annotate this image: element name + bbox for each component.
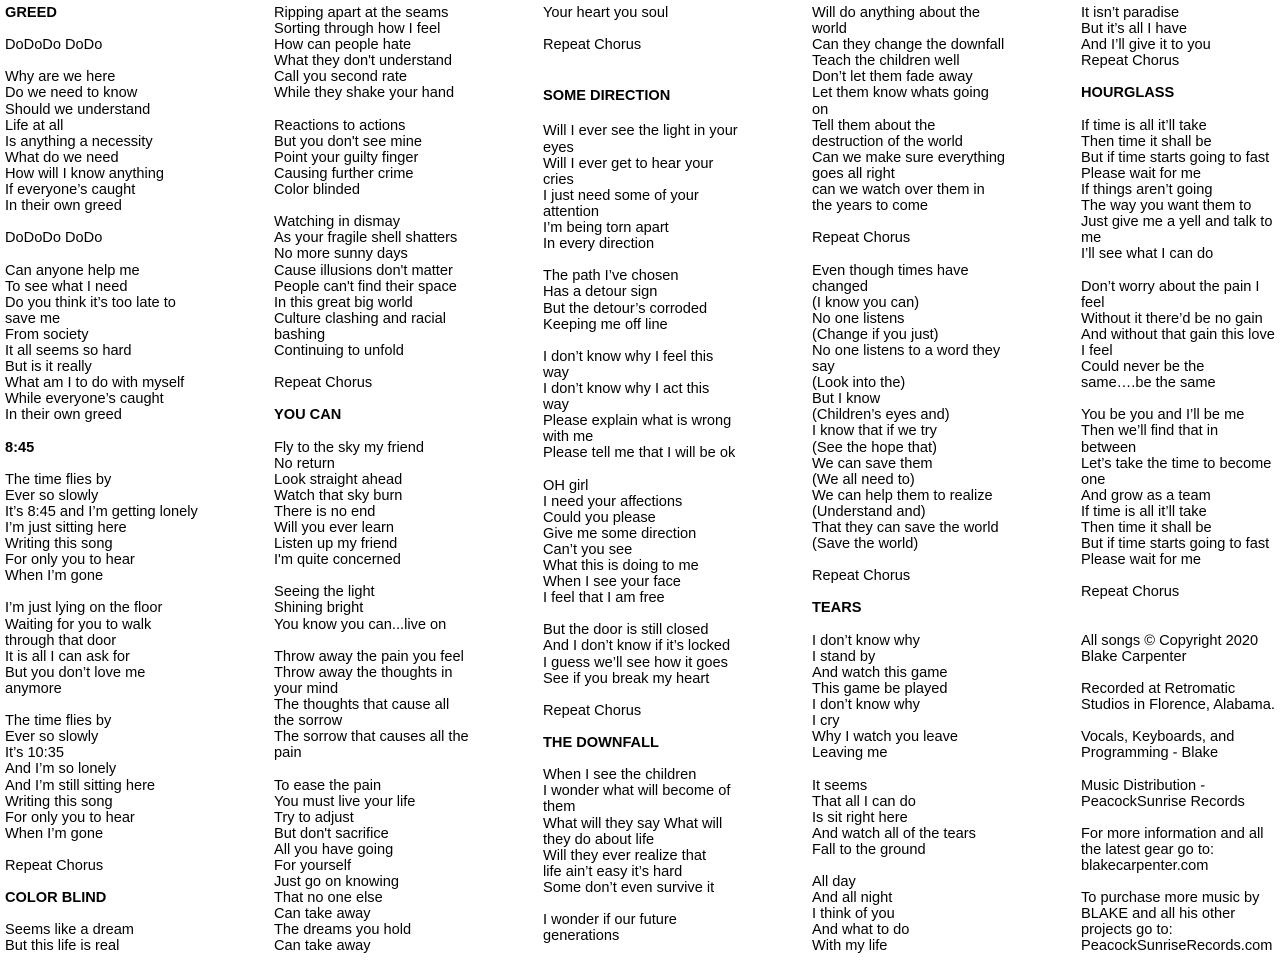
lyric-line: say: [812, 359, 835, 376]
lyric-line: But this life is real: [5, 938, 120, 955]
blank-line: [274, 633, 469, 649]
lyric-line: And I don’t know if it’s locked: [543, 638, 731, 655]
lyric-line: For yourself: [274, 857, 352, 874]
lyric-line: Can take away: [274, 906, 371, 923]
lyric-line: Listen up my friend: [274, 536, 398, 553]
lyric-line: When I see your face: [543, 574, 681, 591]
lyric-line: The sorrow that causes all the: [274, 729, 469, 746]
lyric-line: I’m just lying on the floor: [5, 600, 163, 617]
lyric-line: (Save the world): [812, 536, 919, 553]
lyric-line: Repeat Chorus: [543, 37, 642, 54]
lyric-line: You be you and I’ll be me: [1081, 407, 1245, 424]
blank-line: [274, 102, 469, 118]
lyric-line: Writing this song: [5, 536, 113, 553]
lyric-line: Continuing to unfold: [274, 342, 404, 359]
lyric-line: Blake Carpenter: [1081, 648, 1187, 665]
lyric-line: Leaving me: [812, 745, 888, 762]
song-title: THE DOWNFALL: [543, 735, 659, 752]
lyric-line: When I see the children: [543, 767, 697, 784]
blank-line: [543, 252, 738, 268]
lyric-line: But the detour’s corroded: [543, 300, 708, 317]
lyric-line: Can’t you see: [543, 541, 633, 558]
lyric-line: same….be the same: [1081, 375, 1216, 392]
lyric-line: I'm quite concerned: [274, 552, 401, 569]
lyric-line: The thoughts that cause all: [274, 697, 450, 714]
lyric-line: (See the hope that): [812, 439, 937, 456]
lyric-line: No return: [274, 455, 335, 472]
lyric-line: can we watch over them in: [812, 182, 985, 199]
lyric-line: In their own greed: [5, 198, 122, 215]
lyric-line: (Children’s eyes and): [812, 407, 950, 424]
lyric-line: Can they change the downfall: [812, 37, 1005, 54]
lyric-line: No one listens: [812, 310, 905, 327]
blank-line: [1081, 810, 1275, 826]
blank-line: [1081, 102, 1275, 118]
lyric-line: Could never be the: [1081, 359, 1205, 376]
lyric-line: the latest gear go to:: [1081, 841, 1215, 858]
lyric-line: (Look into the): [812, 375, 906, 392]
lyric-line: I guess we’ll see how it goes: [543, 654, 728, 671]
blank-line: [274, 761, 469, 777]
lyric-line: Will I ever see the light in your: [543, 123, 738, 140]
lyric-line: Please tell me that I will be ok: [543, 445, 736, 462]
lyric-line: You know you can...live on: [274, 616, 447, 633]
lyric-line: No one listens to a word they: [812, 342, 1001, 359]
lyric-line: But I know: [812, 391, 881, 408]
lyric-line: While they shake your hand: [274, 85, 455, 102]
lyric-line: between: [1081, 439, 1137, 456]
blank-line: [274, 391, 469, 407]
lyric-line: If everyone’s caught: [5, 182, 136, 199]
lyric-line: Some don’t even survive it: [543, 879, 715, 896]
blank-line: [5, 423, 198, 439]
lyric-line: In their own greed: [5, 407, 122, 424]
lyric-line: To purchase more music by: [1081, 890, 1260, 907]
lyric-line: pain: [274, 745, 302, 762]
blank-line: [543, 333, 738, 349]
lyric-line: We can save them: [812, 455, 933, 472]
lyric-line: But you don't see mine: [274, 133, 423, 150]
lyric-line: anymore: [5, 680, 62, 697]
song-title: COLOR BLIND: [5, 890, 107, 907]
lyric-line: Then time it shall be: [1081, 133, 1212, 150]
blank-line: [543, 104, 738, 123]
lyric-line: projects go to:: [1081, 922, 1173, 939]
blank-line: [1081, 665, 1275, 681]
blank-line: [5, 214, 198, 230]
lyric-line: attention: [543, 203, 599, 220]
lyric-line: Give me some direction: [543, 525, 697, 542]
lyric-line: If things aren’t going: [1081, 182, 1213, 199]
lyrics-column-5: [1081, 5, 1275, 955]
lyric-line: way: [543, 364, 569, 381]
lyric-line: DoDoDo DoDo: [5, 230, 103, 247]
blank-line: [1081, 568, 1275, 584]
lyric-line: Then we’ll find that in: [1081, 423, 1219, 440]
lyric-line: Ever so slowly: [5, 487, 99, 504]
lyric-line: When I’m gone: [5, 825, 104, 842]
lyric-line: Your heart you soul: [543, 5, 669, 21]
lyric-line: life ain’t easy it’s hard: [543, 863, 683, 880]
lyric-line: And I’m still sitting here: [5, 777, 156, 794]
lyric-line: That all I can do: [812, 793, 916, 810]
lyric-line: them: [543, 799, 576, 816]
song-title: TEARS: [812, 600, 862, 617]
lyric-line: Programming - Blake: [1081, 745, 1219, 762]
lyric-line: And all night: [812, 890, 893, 907]
blank-line: [1081, 600, 1275, 616]
lyric-line: Repeat Chorus: [812, 568, 911, 585]
blank-line: [1081, 617, 1275, 633]
blank-line: [274, 359, 469, 375]
blank-line: [812, 617, 1005, 633]
song-title: GREED: [5, 5, 57, 21]
lyric-line: Ever so slowly: [5, 729, 99, 746]
lyric-line: through that door: [5, 632, 117, 649]
lyric-line: on: [812, 101, 829, 118]
lyric-line: I don’t know why: [812, 632, 920, 649]
lyric-line: (We all need to): [812, 471, 915, 488]
lyric-line: I need your affections: [543, 493, 683, 510]
lyric-line: Please wait for me: [1081, 165, 1202, 182]
lyric-line: All songs © Copyright 2020: [1081, 632, 1259, 649]
lyric-line: All you have going: [274, 841, 394, 858]
lyric-line: But it’s all I have: [1081, 21, 1187, 38]
lyric-line: Please wait for me: [1081, 552, 1202, 569]
lyric-line: Just go on knowing: [274, 874, 399, 891]
lyric-line: (Understand and): [812, 503, 926, 520]
lyric-line: But you don’t love me: [5, 664, 146, 681]
lyric-line: save me: [5, 310, 61, 327]
lyric-line: It’s 8:45 and I’m getting lonely: [5, 503, 198, 520]
lyric-line: What they don't understand: [274, 53, 453, 70]
lyric-line: BLAKE and all his other: [1081, 906, 1236, 923]
lyric-line: they do about life: [543, 831, 655, 848]
lyric-line: Let’s take the time to become: [1081, 455, 1272, 472]
lyric-line: Can anyone help me: [5, 262, 140, 279]
lyric-line: Throw away the pain you feel: [274, 648, 464, 665]
lyric-line: That they can save the world: [812, 520, 999, 536]
lyric-line: For more information and all: [1081, 825, 1264, 842]
lyric-line: generations: [543, 928, 620, 945]
lyric-line: Will I ever get to hear your: [543, 155, 714, 172]
lyric-line: I wonder what will become of: [543, 783, 731, 800]
lyric-line: And watch all of the tears: [812, 825, 976, 842]
lyric-line: Should we understand: [5, 101, 151, 118]
lyric-line: Vocals, Keyboards, and: [1081, 729, 1235, 746]
blank-line: [5, 874, 198, 890]
lyric-line: I don’t know why I act this: [543, 380, 710, 397]
blank-line: [5, 697, 198, 713]
lyric-line: In this great big world: [274, 294, 413, 311]
lyric-line: But the door is still closed: [543, 622, 709, 639]
lyric-line: The dreams you hold: [274, 922, 412, 939]
lyric-line: Seeing the light: [274, 584, 375, 601]
lyric-line: You must live your life: [274, 793, 416, 810]
lyric-line: This game be played: [812, 680, 948, 697]
lyric-line: Call you second rate: [274, 69, 408, 86]
lyric-line: destruction of the world: [812, 133, 963, 150]
lyric-line: me: [1081, 230, 1102, 247]
lyric-line: Then time it shall be: [1081, 520, 1212, 536]
lyric-line: What this is doing to me: [543, 558, 699, 574]
lyric-line: When I’m gone: [5, 568, 104, 585]
lyric-line: If time is all it’ll take: [1081, 503, 1207, 520]
lyric-line: Don’t let them fade away: [812, 69, 973, 86]
lyric-line: Could you please: [543, 509, 656, 526]
blank-line: [543, 751, 738, 767]
lyric-line: Has a detour sign: [543, 284, 658, 301]
lyric-line: Let them know whats going: [812, 85, 989, 102]
blank-line: [812, 214, 1005, 230]
lyric-line: See if you break my heart: [543, 670, 710, 687]
lyric-line: I wonder if our future: [543, 912, 677, 929]
lyric-line: There is no end: [274, 503, 376, 520]
lyric-line: changed: [812, 278, 868, 295]
blank-line: [274, 198, 469, 214]
lyric-line: I stand by: [812, 648, 876, 665]
lyric-line: It is all I can ask for: [5, 648, 130, 665]
lyric-line: For only you to hear: [5, 552, 135, 569]
lyric-line: But if time starts going to fast: [1081, 536, 1270, 553]
lyric-line: Repeat Chorus: [1081, 53, 1180, 70]
blank-line: [274, 423, 469, 439]
lyric-line: Watch that sky burn: [274, 487, 403, 504]
lyric-line: It all seems so hard: [5, 342, 132, 359]
lyric-line: In every direction: [543, 236, 655, 253]
lyric-line: Without it there’d be no gain: [1081, 310, 1263, 327]
lyric-line: feel: [1081, 294, 1105, 311]
lyric-line: I cry: [812, 713, 840, 730]
blank-line: [543, 21, 738, 37]
blank-line: [5, 584, 198, 600]
lyric-line: one: [1081, 471, 1106, 488]
lyric-line: Studios in Florence, Alabama.: [1081, 697, 1275, 714]
lyric-line: It seems: [812, 777, 868, 794]
lyric-line: bashing: [274, 326, 326, 343]
lyric-line: Why I watch you leave: [812, 729, 959, 746]
lyric-line: I know that if we try: [812, 423, 937, 440]
lyric-line: Look straight ahead: [274, 471, 403, 488]
lyric-line: Teach the children well: [812, 53, 960, 70]
blank-line: [812, 761, 1005, 777]
song-title: HOURGLASS: [1081, 85, 1175, 102]
lyric-line: Throw away the thoughts in: [274, 664, 453, 681]
lyric-line: Keeping me off line: [543, 316, 668, 333]
blank-line: [543, 69, 738, 88]
lyric-line: Can take away: [274, 938, 371, 955]
lyric-line: the years to come: [812, 198, 928, 215]
lyric-line: I feel: [1081, 342, 1113, 359]
blank-line: [274, 568, 469, 584]
lyric-line: Repeat Chorus: [5, 857, 104, 874]
lyric-line: And grow as a team: [1081, 487, 1211, 504]
lyric-line: I don’t know why: [812, 697, 920, 714]
lyric-line: (I know you can): [812, 294, 920, 311]
lyric-line: Cause illusions don't matter: [274, 262, 453, 279]
lyric-line: Even though times have: [812, 262, 969, 279]
blank-line: [5, 906, 198, 922]
lyric-line: We can help them to realize: [812, 487, 993, 504]
lyric-line: Fly to the sky my friend: [274, 439, 425, 456]
lyric-line: Will they ever realize that: [543, 847, 707, 864]
lyric-line: But don't sacrifice: [274, 825, 389, 842]
lyric-line: It isn’t paradise: [1081, 5, 1180, 21]
blank-line: [812, 858, 1005, 874]
lyric-line: No more sunny days: [274, 246, 408, 263]
lyric-line: goes all right: [812, 165, 895, 182]
lyric-line: the sorrow: [274, 713, 343, 730]
blank-line: [812, 584, 1005, 600]
lyric-line: Repeat Chorus: [274, 375, 373, 392]
blank-line: [1081, 263, 1275, 279]
lyric-line: And without that gain this love: [1081, 326, 1275, 343]
lyric-line: I think of you: [812, 906, 895, 923]
blank-line: [543, 53, 738, 69]
blank-line: [543, 719, 738, 735]
lyric-line: Do you think it’s too late to: [5, 294, 176, 311]
lyric-line: PeacockSunrise Records: [1081, 793, 1245, 810]
lyric-line: Sorting through how I feel: [274, 21, 441, 38]
lyric-line: As your fragile shell shatters: [274, 230, 458, 247]
lyric-line: Don’t worry about the pain I: [1081, 278, 1260, 295]
lyric-line: Waiting for you to walk: [5, 616, 152, 633]
lyric-line: Life at all: [5, 117, 64, 134]
lyric-line: For only you to hear: [5, 809, 135, 826]
lyric-line: What do we need: [5, 149, 119, 166]
lyric-line: Writing this song: [5, 793, 113, 810]
lyric-line: Can we make sure everything: [812, 149, 1006, 166]
blank-line: [543, 606, 738, 622]
lyric-line: I feel that I am free: [543, 590, 665, 607]
lyric-line: Culture clashing and racial: [274, 310, 446, 327]
blank-line: [543, 687, 738, 703]
blank-line: [1081, 761, 1275, 777]
lyric-line: Reactions to actions: [274, 117, 406, 134]
blank-line: [5, 456, 198, 472]
lyric-line: People can't find their space: [274, 278, 457, 295]
lyric-line: With my life: [812, 938, 888, 955]
lyric-line: PeacockSunriseRecords.com: [1081, 938, 1273, 955]
song-title: 8:45: [5, 439, 35, 456]
lyric-line: Will you ever learn: [274, 520, 395, 536]
lyric-line: (Change if you just): [812, 326, 939, 343]
song-title: YOU CAN: [274, 407, 342, 424]
blank-line: [812, 552, 1005, 568]
lyric-line: I’m being torn apart: [543, 220, 669, 237]
lyric-line: blakecarpenter.com: [1081, 857, 1209, 874]
blank-line: [1081, 391, 1275, 407]
lyric-line: Repeat Chorus: [1081, 584, 1180, 601]
lyric-line: Tell them about the: [812, 117, 936, 134]
lyric-line: your mind: [274, 680, 339, 697]
lyric-line: Please explain what is wrong: [543, 413, 732, 430]
blank-line: [5, 842, 198, 858]
lyric-line: Recorded at Retromatic: [1081, 680, 1236, 697]
lyrics-column-2: [274, 5, 469, 955]
lyric-line: OH girl: [543, 477, 589, 494]
lyric-line: I’ll see what I can do: [1081, 246, 1214, 263]
lyric-line: world: [812, 21, 847, 38]
lyric-line: Repeat Chorus: [812, 230, 911, 247]
lyric-line: From society: [5, 326, 89, 343]
lyric-line: And I’ll give it to you: [1081, 37, 1211, 54]
lyric-line: But is it really: [5, 359, 92, 376]
lyric-line: All day: [812, 874, 856, 891]
lyric-line: What am I to do with myself: [5, 375, 185, 392]
lyric-line: The way you want them to: [1081, 198, 1252, 215]
lyric-line: It’s 10:35: [5, 745, 64, 762]
lyric-line: Do we need to know: [5, 85, 138, 102]
lyric-line: way: [543, 397, 569, 414]
lyric-line: Music Distribution -: [1081, 777, 1206, 794]
lyric-line: What will they say What will: [543, 815, 723, 832]
lyric-line: Just give me a yell and talk to: [1081, 214, 1273, 231]
lyric-line: And I’m so lonely: [5, 761, 117, 778]
lyric-line: Ripping apart at the seams: [274, 5, 449, 21]
lyric-line: I don’t know why I feel this: [543, 348, 714, 365]
lyric-line: DoDoDo DoDo: [5, 37, 103, 54]
lyric-line: Try to adjust: [274, 809, 354, 826]
lyrics-column-4: [812, 5, 1005, 955]
lyric-line: The time flies by: [5, 713, 112, 730]
lyric-line: I just need some of your: [543, 187, 699, 204]
lyrics-column-1: [5, 5, 198, 955]
blank-line: [5, 246, 198, 262]
lyric-line: with me: [543, 429, 594, 446]
lyric-line: To ease the pain: [274, 777, 382, 794]
lyric-line: Is anything a necessity: [5, 133, 153, 150]
blank-line: [5, 53, 198, 69]
lyric-line: If time is all it’ll take: [1081, 117, 1207, 134]
lyric-line: Shining bright: [274, 600, 364, 617]
lyric-line: Repeat Chorus: [543, 702, 642, 719]
lyric-line: eyes: [543, 139, 574, 156]
lyric-line: Fall to the ground: [812, 841, 926, 858]
lyric-line: Point your guilty finger: [274, 149, 419, 166]
blank-line: [543, 461, 738, 477]
blank-line: [543, 896, 738, 912]
lyric-line: While everyone’s caught: [5, 391, 164, 408]
blank-line: [1081, 874, 1275, 890]
lyric-line: Why are we here: [5, 69, 116, 86]
blank-line: [1081, 69, 1275, 85]
lyric-line: Color blinded: [274, 182, 360, 199]
lyric-line: Watching in dismay: [274, 214, 400, 231]
lyrics-column-3: [543, 5, 738, 944]
lyric-line: And what to do: [812, 922, 910, 939]
lyric-line: The time flies by: [5, 471, 112, 488]
blank-line: [812, 246, 1005, 262]
lyric-line: Will do anything about the: [812, 5, 980, 21]
lyric-line: Causing further crime: [274, 165, 414, 182]
lyric-line: To see what I need: [5, 278, 128, 295]
lyric-line: How can people hate: [274, 37, 412, 54]
lyric-line: cries: [543, 171, 574, 188]
lyric-line: Seems like a dream: [5, 922, 134, 939]
lyric-line: Is sit right here: [812, 809, 908, 826]
lyric-line: But if time starts going to fast: [1081, 149, 1270, 166]
lyric-line: I’m just sitting here: [5, 520, 127, 536]
song-title: SOME DIRECTION: [543, 88, 671, 105]
lyric-line: And watch this game: [812, 664, 948, 681]
blank-line: [5, 21, 198, 37]
lyric-line: The path I’ve chosen: [543, 268, 679, 285]
blank-line: [1081, 713, 1275, 729]
lyric-line: How will I know anything: [5, 165, 164, 182]
lyric-line: That no one else: [274, 890, 383, 907]
